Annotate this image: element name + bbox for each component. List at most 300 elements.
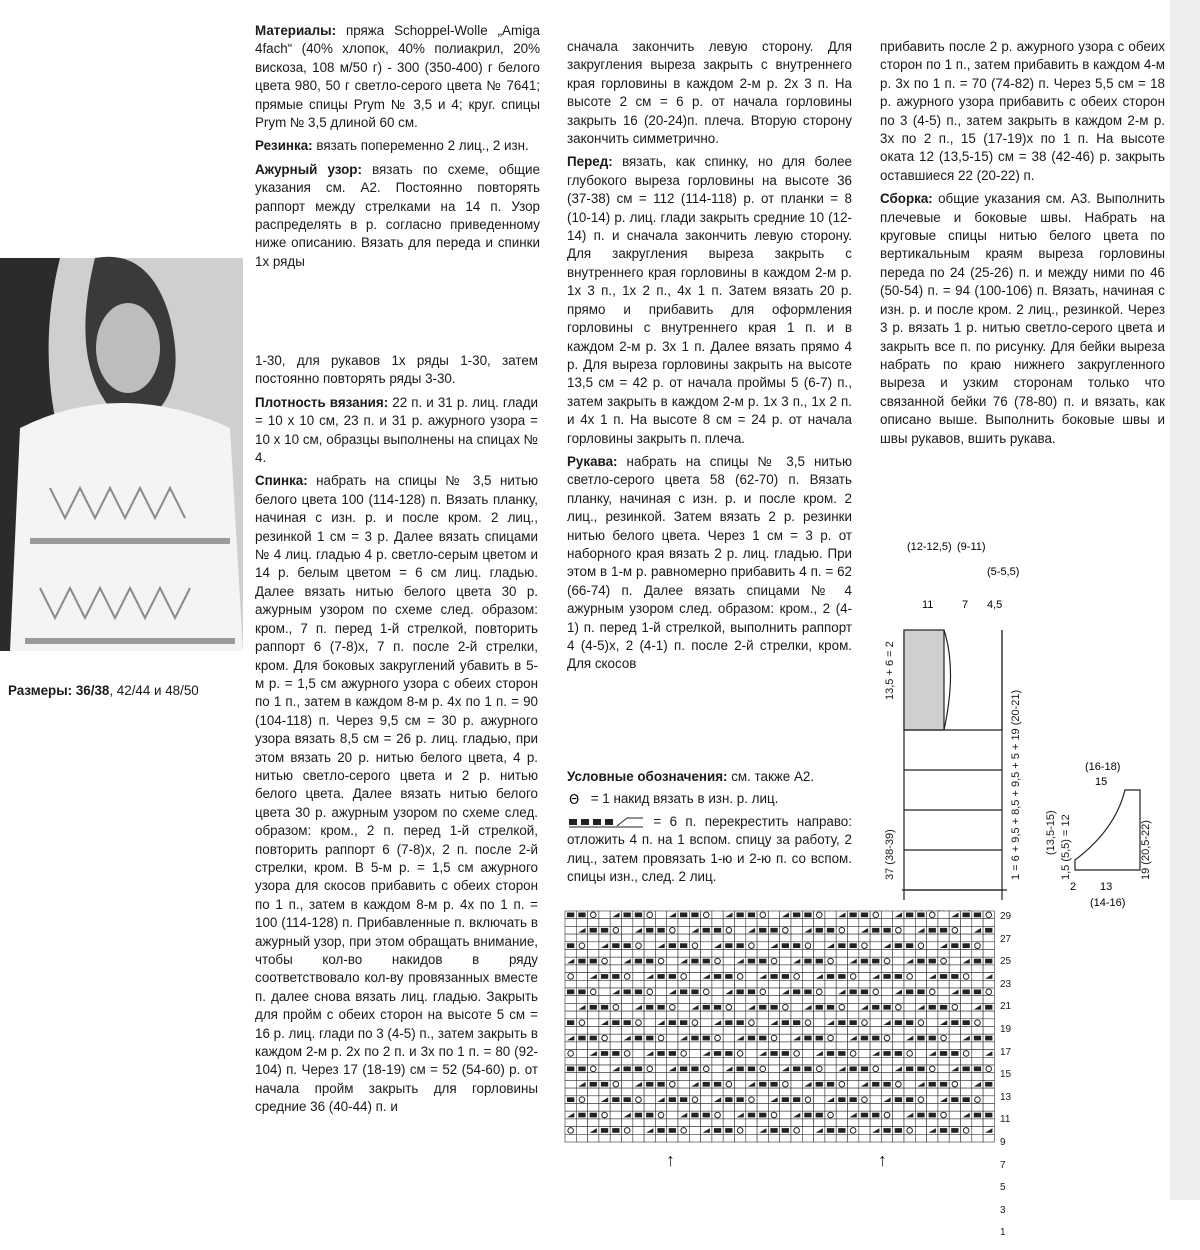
chart-cell — [655, 950, 666, 958]
chart-cell — [802, 1104, 813, 1112]
chart-cell — [655, 1027, 666, 1035]
chart-cell — [859, 957, 870, 965]
chart-cell — [881, 1073, 892, 1081]
chart-cell — [644, 1065, 655, 1073]
chart-cell — [667, 950, 678, 958]
chart-cell — [802, 942, 813, 950]
chart-cell — [689, 1096, 700, 1104]
chart-cell — [848, 996, 859, 1004]
chart-cell — [859, 980, 870, 988]
chart-cell — [588, 980, 599, 988]
sleeve-top-a: (16-18) — [1085, 761, 1121, 773]
chart-cell — [791, 996, 802, 1004]
chart-cell — [915, 1065, 926, 1073]
chart-cell — [881, 1111, 892, 1119]
chart-cell — [915, 1088, 926, 1096]
chart-cell — [791, 950, 802, 958]
chart-cell — [881, 1011, 892, 1019]
chart-cell — [599, 1057, 610, 1065]
chart-cell — [825, 911, 836, 919]
chart-cell — [870, 1019, 881, 1027]
chart-cell — [644, 1027, 655, 1035]
chart-cell — [667, 926, 678, 934]
chart-cell — [644, 1003, 655, 1011]
chart-cell — [904, 980, 915, 988]
chart-cell — [622, 1134, 633, 1142]
chart-cell — [780, 926, 791, 934]
chart-cell — [859, 1034, 870, 1042]
chart-cell — [701, 1111, 712, 1119]
chart-cell — [633, 1003, 644, 1011]
chart-cell — [655, 965, 666, 973]
chart-cell — [893, 957, 904, 965]
chart-cell — [904, 996, 915, 1004]
chart-cell — [588, 1011, 599, 1019]
chart-cell — [678, 926, 689, 934]
chart-cell — [678, 1050, 689, 1058]
chart-cell — [780, 942, 791, 950]
chart-cell — [870, 1088, 881, 1096]
chart-cell — [599, 911, 610, 919]
chart-cell — [633, 1080, 644, 1088]
chart-cell — [825, 1065, 836, 1073]
chart-cell — [915, 934, 926, 942]
chart-cell — [712, 1050, 723, 1058]
chart-cell — [881, 1050, 892, 1058]
chart-cell — [701, 919, 712, 927]
chart-cell — [599, 1134, 610, 1142]
chart-cell — [633, 911, 644, 919]
chart-cell — [938, 942, 949, 950]
chart-cell — [712, 934, 723, 942]
chart-cell — [644, 1088, 655, 1096]
chart-cell — [757, 1088, 768, 1096]
chart-cell — [814, 1019, 825, 1027]
chart-cell — [633, 950, 644, 958]
chart-cell — [757, 919, 768, 927]
chart-cell — [655, 1019, 666, 1027]
chart-cell — [915, 996, 926, 1004]
chart-cell — [870, 1034, 881, 1042]
chart-cell — [588, 1003, 599, 1011]
chart-cell — [678, 1057, 689, 1065]
chart-cell — [655, 957, 666, 965]
chart-cell — [622, 1073, 633, 1081]
chart-cell — [881, 942, 892, 950]
chart-cell — [791, 1104, 802, 1112]
chart-cell — [938, 919, 949, 927]
chart-cell — [565, 1050, 576, 1058]
chart-cell — [848, 1104, 859, 1112]
chart-cell — [938, 1088, 949, 1096]
chart-cell — [735, 911, 746, 919]
chart-cell — [588, 996, 599, 1004]
chart-cell — [576, 950, 587, 958]
chart-cell — [961, 996, 972, 1004]
chart-cell — [723, 980, 734, 988]
chart-cell — [701, 988, 712, 996]
chart-cell — [870, 980, 881, 988]
chart-cell — [881, 957, 892, 965]
chart-cell — [655, 942, 666, 950]
chart-cell — [972, 919, 983, 927]
chart-cell — [949, 980, 960, 988]
chart-cell — [689, 988, 700, 996]
chart-cell — [938, 1111, 949, 1119]
chart-cell — [893, 950, 904, 958]
chart-cell — [791, 973, 802, 981]
chart-cell — [565, 942, 576, 950]
chart-cell — [610, 950, 621, 958]
chart-cell — [859, 988, 870, 996]
chart-cell — [802, 1050, 813, 1058]
chart-cell — [825, 919, 836, 927]
chart-cell — [972, 1057, 983, 1065]
chart-row-number: 27 — [1000, 933, 1012, 945]
chart-cell — [588, 1042, 599, 1050]
chart-cell — [735, 980, 746, 988]
chart-cell — [848, 1003, 859, 1011]
body-mid-label-c: 4,5 — [987, 599, 1003, 611]
chart-cell — [961, 1042, 972, 1050]
chart-cell — [712, 1057, 723, 1065]
chart-cell — [588, 934, 599, 942]
chart-cell — [746, 1134, 757, 1142]
chart-cell — [927, 1042, 938, 1050]
chart-cell — [667, 988, 678, 996]
chart-cell — [904, 1019, 915, 1027]
chart-cell — [949, 942, 960, 950]
chart-cell — [757, 1119, 768, 1127]
chart-cell — [802, 1057, 813, 1065]
chart-cell — [904, 1119, 915, 1127]
chart-cell — [723, 1088, 734, 1096]
chart-cell — [667, 1050, 678, 1058]
chart-cell — [565, 1034, 576, 1042]
chart-cell — [927, 1003, 938, 1011]
chart-cell — [768, 1119, 779, 1127]
chart-cell — [927, 996, 938, 1004]
chart-cell — [757, 965, 768, 973]
chart-cell — [972, 957, 983, 965]
chart-cell — [576, 996, 587, 1004]
chart-cell — [689, 1119, 700, 1127]
chart-cell — [746, 1042, 757, 1050]
chart-row-number: 7 — [1000, 1159, 1006, 1171]
chart-cell — [881, 1104, 892, 1112]
chart-cell — [565, 980, 576, 988]
chart-cell — [780, 1134, 791, 1142]
chart-cell — [983, 950, 994, 958]
chart-cell — [723, 1119, 734, 1127]
chart-cell — [712, 980, 723, 988]
chart-cell — [667, 1011, 678, 1019]
chart-cell — [712, 1127, 723, 1135]
chart-cell — [622, 1065, 633, 1073]
chart-cell — [859, 1027, 870, 1035]
chart-cell — [622, 973, 633, 981]
back-column — [255, 352, 538, 1122]
chart-cell — [712, 1011, 723, 1019]
chart-cell — [746, 1011, 757, 1019]
chart-cell — [983, 1034, 994, 1042]
chart-cell — [678, 1080, 689, 1088]
chart-cell — [927, 965, 938, 973]
chart-cell — [712, 988, 723, 996]
chart-cell — [678, 1003, 689, 1011]
chart-cell — [814, 934, 825, 942]
chart-cell — [667, 1065, 678, 1073]
chart-cell — [983, 1119, 994, 1127]
chart-cell — [712, 1104, 723, 1112]
chart-cell — [961, 1034, 972, 1042]
chart-cell — [836, 1088, 847, 1096]
chart-cell — [655, 1057, 666, 1065]
chart-cell — [757, 1050, 768, 1058]
chart-cell — [735, 1080, 746, 1088]
chart-cell — [768, 1034, 779, 1042]
chart-cell — [972, 1065, 983, 1073]
chart-cell — [701, 1003, 712, 1011]
chart-cell — [712, 1003, 723, 1011]
chart-cell — [859, 1080, 870, 1088]
chart-cell — [791, 911, 802, 919]
chart-cell — [904, 1050, 915, 1058]
chart-cell — [689, 942, 700, 950]
chart-cell — [667, 973, 678, 981]
chart-cell — [802, 926, 813, 934]
chart-cell — [859, 1003, 870, 1011]
chart-cell — [723, 1104, 734, 1112]
chart-cell — [689, 1111, 700, 1119]
chart-cell — [814, 988, 825, 996]
chart-cell — [757, 980, 768, 988]
chart-cell — [848, 980, 859, 988]
chart-cell — [768, 950, 779, 958]
chart-cell — [780, 1057, 791, 1065]
chart-cell — [836, 1057, 847, 1065]
chart-cell — [678, 957, 689, 965]
body-vlabel-right: 1 = 6 + 9,5 + 8,5 + 9,5 + 5 + 19 (20-21) — [1010, 689, 1022, 880]
chart-cell — [881, 973, 892, 981]
chart-cell — [599, 980, 610, 988]
chart-cell — [622, 1080, 633, 1088]
chart-cell — [893, 926, 904, 934]
chart-cell — [915, 950, 926, 958]
sizes-label: Размеры: 36/38 — [8, 683, 110, 698]
legend-item-1: = 1 накид вязать в изн. р. лиц. — [590, 791, 779, 807]
chart-cell — [972, 942, 983, 950]
chart-cell — [701, 980, 712, 988]
chart-cell — [644, 973, 655, 981]
chart-cell — [859, 1104, 870, 1112]
chart-cell — [904, 1027, 915, 1035]
chart-cell — [802, 1088, 813, 1096]
chart-cell — [825, 1119, 836, 1127]
sizes-rest: , 42/44 и 48/50 — [109, 683, 199, 698]
chart-cell — [633, 1065, 644, 1073]
chart-cell — [983, 1003, 994, 1011]
chart-cell — [588, 942, 599, 950]
chart-cell — [622, 1088, 633, 1096]
chart-cell — [576, 1003, 587, 1011]
chart-cell — [610, 1003, 621, 1011]
chart-cell — [791, 1065, 802, 1073]
chart-cell — [610, 996, 621, 1004]
chart-cell — [961, 957, 972, 965]
chart-cell — [667, 1080, 678, 1088]
chart-cell — [983, 1065, 994, 1073]
chart-cell — [825, 1034, 836, 1042]
chart-cell — [915, 1127, 926, 1135]
chart-cell — [780, 988, 791, 996]
materials-column — [255, 22, 540, 276]
chart-cell — [949, 926, 960, 934]
chart-cell — [723, 1127, 734, 1135]
chart-cell — [746, 1034, 757, 1042]
chart-cell — [622, 919, 633, 927]
chart-cell — [678, 911, 689, 919]
chart-cell — [983, 980, 994, 988]
chart-cell — [655, 919, 666, 927]
chart-cell — [870, 1042, 881, 1050]
chart-cell — [870, 1065, 881, 1073]
chart-cell — [746, 996, 757, 1004]
chart-cell — [588, 926, 599, 934]
chart-cell — [814, 911, 825, 919]
chart-cell — [678, 1088, 689, 1096]
chart-cell — [599, 1042, 610, 1050]
chart-cell — [588, 1073, 599, 1081]
chart-cell — [949, 1111, 960, 1119]
chart-cell — [735, 1019, 746, 1027]
chart-cell — [938, 996, 949, 1004]
chart-cell — [667, 1057, 678, 1065]
chart-cell — [599, 988, 610, 996]
chart-cell — [848, 934, 859, 942]
chart-cell — [814, 1119, 825, 1127]
chart-cell — [701, 1073, 712, 1081]
chart-cell — [983, 1019, 994, 1027]
chart-cell — [768, 926, 779, 934]
chart-cell — [667, 957, 678, 965]
chart-cell — [712, 1080, 723, 1088]
chart-cell — [746, 1119, 757, 1127]
chart-cell — [644, 1111, 655, 1119]
chart-cell — [689, 1050, 700, 1058]
chart-cell — [644, 1096, 655, 1104]
chart-cell — [825, 980, 836, 988]
chart-cell — [689, 934, 700, 942]
chart-cell — [622, 950, 633, 958]
chart-cell — [701, 926, 712, 934]
chart-cell — [915, 911, 926, 919]
chart-cell — [565, 996, 576, 1004]
chart-cell — [848, 911, 859, 919]
chart-cell — [768, 1096, 779, 1104]
chart-cell — [870, 1057, 881, 1065]
chart-cell — [836, 957, 847, 965]
chart-cell — [859, 1119, 870, 1127]
chart-cell — [961, 1111, 972, 1119]
chart-cell — [836, 996, 847, 1004]
chart-cell — [780, 1096, 791, 1104]
front-label: Перед: — [567, 154, 613, 170]
chart-cell — [712, 957, 723, 965]
chart-cell — [689, 1003, 700, 1011]
chart-cell — [565, 965, 576, 973]
chart-cell — [802, 988, 813, 996]
chart-cell — [881, 911, 892, 919]
density-text: 22 п. и 31 р. лиц. глади = 10 х 10 см, 23 п. и 31 р. ажурного узора = 10 х 10 см, образцы выполнены на спицах № 4. — [255, 394, 539, 466]
svg-text:Θ: Θ — [569, 792, 580, 808]
chart-cell — [588, 1119, 599, 1127]
chart-cell — [678, 980, 689, 988]
chart-cell — [836, 1019, 847, 1027]
assembly-label: Сборка: — [880, 191, 933, 207]
lace-text: вязать по схеме, общие указания см. А2. Постоянно повторять раппорт между стрелками на 14 п. Узор распределять в р. согласно приведенному ниже описанию. Вязать для переда и спинки 1х ряды — [255, 161, 540, 269]
chart-cell — [633, 1134, 644, 1142]
chart-cell — [565, 1104, 576, 1112]
chart-cell — [859, 1057, 870, 1065]
chart-cell — [735, 1057, 746, 1065]
chart-cell — [678, 965, 689, 973]
chart-cell — [814, 1057, 825, 1065]
chart-cell — [701, 1027, 712, 1035]
chart-cell — [678, 1096, 689, 1104]
model-photo — [0, 258, 243, 651]
chart-cell — [904, 988, 915, 996]
chart-cell — [825, 942, 836, 950]
chart-cell — [802, 919, 813, 927]
chart-cell — [938, 1073, 949, 1081]
chart-cell — [972, 1003, 983, 1011]
chart-cell — [588, 1034, 599, 1042]
chart-cell — [881, 1027, 892, 1035]
rib-text: вязать попеременно 2 лиц., 2 изн. — [312, 138, 529, 154]
chart-cell — [983, 965, 994, 973]
chart-cell — [712, 1073, 723, 1081]
chart-cell — [972, 1096, 983, 1104]
chart-cell — [814, 980, 825, 988]
chart-cell — [893, 1080, 904, 1088]
chart-cell — [667, 1019, 678, 1027]
chart-cell — [983, 919, 994, 927]
chart-cell — [701, 1088, 712, 1096]
chart-cell — [644, 1104, 655, 1112]
chart-cell — [983, 1127, 994, 1135]
chart-cell — [961, 1027, 972, 1035]
chart-cell — [622, 1050, 633, 1058]
chart-cell — [972, 1027, 983, 1035]
chart-cell — [802, 1096, 813, 1104]
chart-cell — [893, 973, 904, 981]
chart-cell — [836, 965, 847, 973]
chart-cell — [893, 1057, 904, 1065]
sleeve-vlabel-2: 1,5 (5,5) = 12 — [1060, 814, 1072, 880]
chart-cell — [735, 973, 746, 981]
chart-cell — [949, 1027, 960, 1035]
chart-cell — [588, 973, 599, 981]
chart-cell — [622, 988, 633, 996]
body-top-label-a: (12-12,5) — [907, 541, 952, 553]
chart-cell — [836, 1042, 847, 1050]
chart-cell — [622, 911, 633, 919]
chart-cell — [825, 1011, 836, 1019]
chart-cell — [961, 1003, 972, 1011]
chart-cell — [848, 1050, 859, 1058]
chart-cell — [972, 926, 983, 934]
